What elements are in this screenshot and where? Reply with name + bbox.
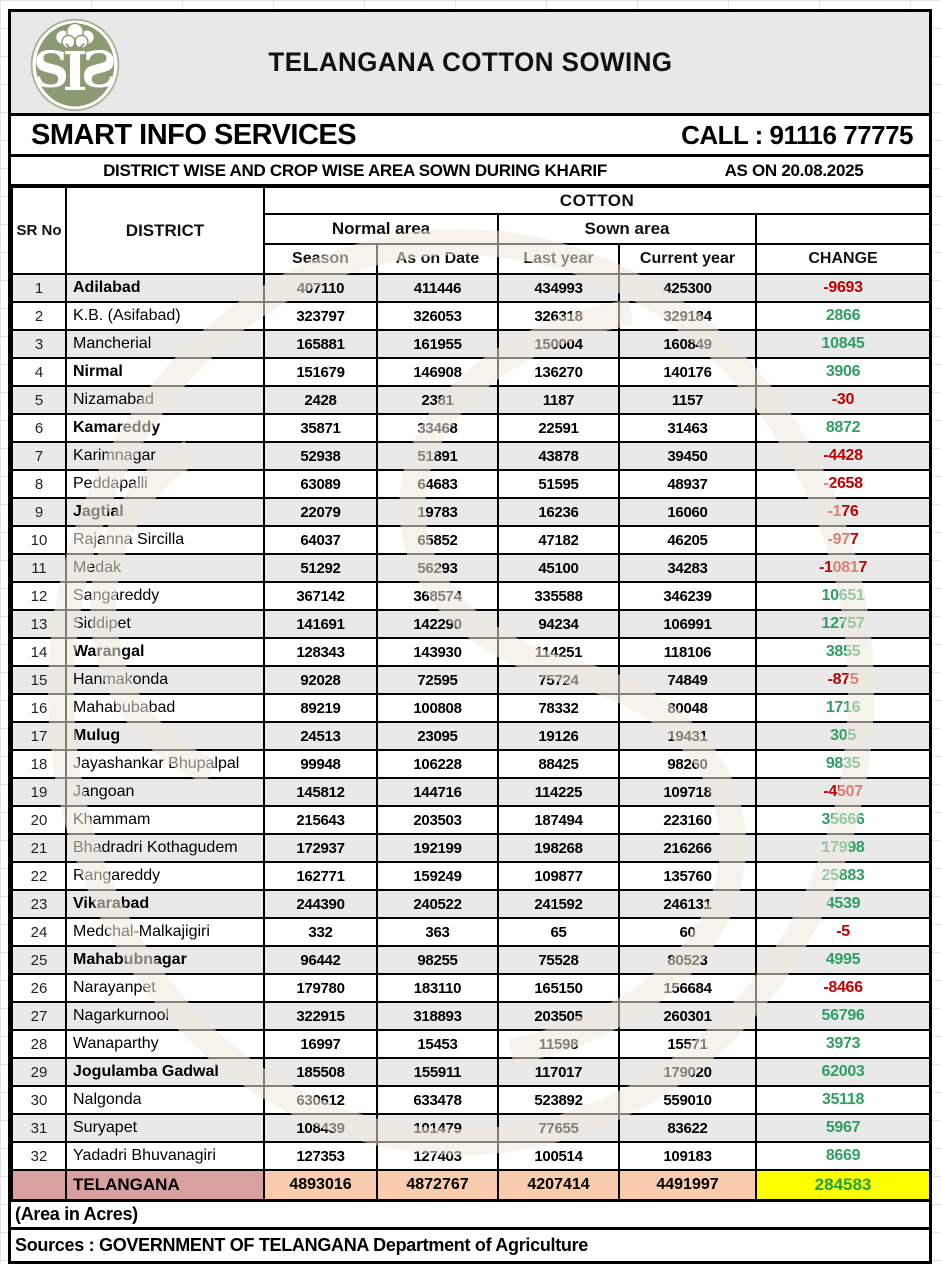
cell-last-year: 136270 (498, 358, 619, 386)
cell-last-year: 16236 (498, 498, 619, 526)
cell-current-year: 109718 (619, 778, 756, 806)
cell-as-on-date: 411446 (377, 274, 498, 302)
cell-current-year: 179020 (619, 1058, 756, 1086)
cell-sr: 6 (12, 414, 66, 442)
cell-season: 24513 (264, 722, 377, 750)
cell-district: Nalgonda (66, 1086, 264, 1114)
cell-as-on-date: 51891 (377, 442, 498, 470)
svg-text:S: S (33, 40, 69, 100)
cell-last-year: 434993 (498, 274, 619, 302)
cell-district: Siddipet (66, 610, 264, 638)
cell-as-on-date: 2381 (377, 386, 498, 414)
cell-sr: 18 (12, 750, 66, 778)
cell-district: Nagarkurnool (66, 1002, 264, 1030)
cell-sr: 16 (12, 694, 66, 722)
page-title: TELANGANA COTTON SOWING (267, 47, 673, 77)
cell-change: -176 (756, 498, 930, 526)
cell-season: 63089 (264, 470, 377, 498)
cell-as-on-date: 192199 (377, 834, 498, 862)
table-row (12, 554, 930, 582)
cell-season: 64037 (264, 526, 377, 554)
table-row (12, 722, 930, 750)
cell-as-on-date: 142290 (377, 610, 498, 638)
cell-district: Vikarabad (66, 890, 264, 918)
svg-text:I: I (62, 39, 88, 103)
cell-last-year: 203505 (498, 1002, 619, 1030)
group-header-normal-area: Normal area (264, 214, 498, 244)
table-row (12, 302, 930, 330)
cell-district: Jayashankar Bhupalpal (66, 750, 264, 778)
cell-change: 4539 (756, 890, 930, 918)
cell-change: -8466 (756, 974, 930, 1002)
report-sheet (8, 9, 932, 1264)
table-row (12, 694, 930, 722)
cell-sr: 25 (12, 946, 66, 974)
cell-current-year: 559010 (619, 1086, 756, 1114)
cell-season: 89219 (264, 694, 377, 722)
total-label: TELANGANA (66, 1170, 264, 1200)
table-row (12, 610, 930, 638)
cell-season: 185508 (264, 1058, 377, 1086)
cell-as-on-date: 72595 (377, 666, 498, 694)
cell-change: 17998 (756, 834, 930, 862)
cell-district: Karimnagar (66, 442, 264, 470)
cell-season: 108439 (264, 1114, 377, 1142)
table-row (12, 1002, 930, 1030)
cell-district: Hanmakonda (66, 666, 264, 694)
cell-sr: 9 (12, 498, 66, 526)
cell-current-year: 156684 (619, 974, 756, 1002)
cell-current-year: 98260 (619, 750, 756, 778)
cell-district: Warangal (66, 638, 264, 666)
cell-last-year: 75724 (498, 666, 619, 694)
cell-season: 96442 (264, 946, 377, 974)
cell-district: Nirmal (66, 358, 264, 386)
cell-as-on-date: 203503 (377, 806, 498, 834)
cell-district: Medchal-Malkajigiri (66, 918, 264, 946)
table-row (12, 638, 930, 666)
cell-change: -9693 (756, 274, 930, 302)
cell-current-year: 16060 (619, 498, 756, 526)
cell-sr: 23 (12, 890, 66, 918)
subtitle: DISTRICT WISE AND CROP WISE AREA SOWN DURING KHARIF (103, 160, 607, 180)
cell-sr: 31 (12, 1114, 66, 1142)
table-row (12, 806, 930, 834)
cell-last-year: 117017 (498, 1058, 619, 1086)
cell-district: Nizamabad (66, 386, 264, 414)
cell-as-on-date: 146908 (377, 358, 498, 386)
cell-sr: 1 (12, 274, 66, 302)
column-header-sr-no: SR No (12, 187, 66, 274)
table-row (12, 1058, 930, 1086)
cell-last-year: 51595 (498, 470, 619, 498)
cell-district: Narayanpet (66, 974, 264, 1002)
table-row (12, 778, 930, 806)
sis-logo-icon (27, 16, 123, 112)
cell-current-year: 39450 (619, 442, 756, 470)
cell-district: Bhadradri Kothagudem (66, 834, 264, 862)
cell-last-year: 94234 (498, 610, 619, 638)
cell-last-year: 88425 (498, 750, 619, 778)
cell-season: 51292 (264, 554, 377, 582)
cell-season: 322915 (264, 1002, 377, 1030)
cell-change: 62003 (756, 1058, 930, 1086)
cell-change: 2866 (756, 302, 930, 330)
cell-sr: 21 (12, 834, 66, 862)
cell-as-on-date: 363 (377, 918, 498, 946)
cell-as-on-date: 161955 (377, 330, 498, 358)
cell-current-year: 346239 (619, 582, 756, 610)
table-row (12, 918, 930, 946)
cell-season: 332 (264, 918, 377, 946)
cell-last-year: 150004 (498, 330, 619, 358)
cell-district: Kamareddy (66, 414, 264, 442)
cell-change: -2658 (756, 470, 930, 498)
cell-season: 630612 (264, 1086, 377, 1114)
cell-current-year: 109183 (619, 1142, 756, 1170)
as-on-date: AS ON 20.08.2025 (724, 160, 864, 180)
cell-as-on-date: 98255 (377, 946, 498, 974)
cell-as-on-date: 240522 (377, 890, 498, 918)
cell-current-year: 19431 (619, 722, 756, 750)
cell-change: 4995 (756, 946, 930, 974)
cell-as-on-date: 23095 (377, 722, 498, 750)
cell-change: -4507 (756, 778, 930, 806)
cell-change: 10651 (756, 582, 930, 610)
cell-change: -977 (756, 526, 930, 554)
cell-as-on-date: 318893 (377, 1002, 498, 1030)
data-table (11, 186, 931, 1201)
cell-sr: 20 (12, 806, 66, 834)
total-season: 4893016 (264, 1170, 377, 1200)
cell-sr: 10 (12, 526, 66, 554)
cell-sr: 8 (12, 470, 66, 498)
cell-as-on-date: 56293 (377, 554, 498, 582)
cell-change: 35666 (756, 806, 930, 834)
cell-current-year: 83622 (619, 1114, 756, 1142)
cell-last-year: 114225 (498, 778, 619, 806)
total-sr-blank (12, 1170, 66, 1200)
cell-district: Mulug (66, 722, 264, 750)
cell-current-year: 74849 (619, 666, 756, 694)
cell-last-year: 75528 (498, 946, 619, 974)
cell-district: Rangareddy (66, 862, 264, 890)
cell-current-year: 31463 (619, 414, 756, 442)
cell-change: -4428 (756, 442, 930, 470)
table-row (12, 834, 930, 862)
cell-season: 22079 (264, 498, 377, 526)
company-band (11, 116, 929, 157)
sources-note: Sources : GOVERNMENT OF TELANGANA Department of Agriculture (11, 1230, 929, 1261)
cell-season: 367142 (264, 582, 377, 610)
cell-change: 12757 (756, 610, 930, 638)
total-change: 284583 (756, 1170, 930, 1200)
cell-last-year: 335588 (498, 582, 619, 610)
cell-season: 244390 (264, 890, 377, 918)
cell-sr: 3 (12, 330, 66, 358)
cell-season: 145812 (264, 778, 377, 806)
cell-sr: 22 (12, 862, 66, 890)
cell-as-on-date: 326053 (377, 302, 498, 330)
cell-last-year: 22591 (498, 414, 619, 442)
cell-sr: 19 (12, 778, 66, 806)
cell-district: Peddapalli (66, 470, 264, 498)
cell-sr: 17 (12, 722, 66, 750)
cell-change: 9835 (756, 750, 930, 778)
column-header-district: DISTRICT (66, 187, 264, 274)
table-body (12, 274, 930, 1170)
cell-current-year: 160849 (619, 330, 756, 358)
cell-change: 3855 (756, 638, 930, 666)
cell-as-on-date: 183110 (377, 974, 498, 1002)
cell-last-year: 1187 (498, 386, 619, 414)
table-row (12, 1142, 930, 1170)
cell-district: Mancherial (66, 330, 264, 358)
column-header-as-on-date: As on Date (377, 244, 498, 274)
area-unit-note: (Area in Acres) (11, 1201, 929, 1230)
cell-last-year: 165150 (498, 974, 619, 1002)
cell-current-year: 135760 (619, 862, 756, 890)
cell-current-year: 223160 (619, 806, 756, 834)
cell-sr: 15 (12, 666, 66, 694)
cell-season: 162771 (264, 862, 377, 890)
cell-season: 128343 (264, 638, 377, 666)
cell-sr: 7 (12, 442, 66, 470)
cell-sr: 2 (12, 302, 66, 330)
cell-season: 407110 (264, 274, 377, 302)
column-header-current-year: Current year (619, 244, 756, 274)
cell-season: 165881 (264, 330, 377, 358)
cell-sr: 4 (12, 358, 66, 386)
cell-as-on-date: 633478 (377, 1086, 498, 1114)
cell-change: -30 (756, 386, 930, 414)
cell-sr: 27 (12, 1002, 66, 1030)
table-row (12, 470, 930, 498)
table-row (12, 890, 930, 918)
cell-last-year: 45100 (498, 554, 619, 582)
cell-current-year: 80048 (619, 694, 756, 722)
column-header-season: Season (264, 244, 377, 274)
svg-text:S: S (81, 40, 117, 100)
header-band (11, 12, 929, 116)
cell-current-year: 1157 (619, 386, 756, 414)
table-row (12, 582, 930, 610)
cell-current-year: 329184 (619, 302, 756, 330)
cell-season: 215643 (264, 806, 377, 834)
cell-district: Rajanna Sircilla (66, 526, 264, 554)
cell-current-year: 260301 (619, 1002, 756, 1030)
cell-current-year: 48937 (619, 470, 756, 498)
cell-district: Medak (66, 554, 264, 582)
cell-last-year: 326318 (498, 302, 619, 330)
cell-change: 8669 (756, 1142, 930, 1170)
cell-season: 172937 (264, 834, 377, 862)
table-row (12, 386, 930, 414)
table-row (12, 498, 930, 526)
cell-current-year: 106991 (619, 610, 756, 638)
subtitle-band (11, 157, 929, 186)
cell-last-year: 11598 (498, 1030, 619, 1058)
cell-last-year: 78332 (498, 694, 619, 722)
table-row (12, 750, 930, 778)
cell-change: 25883 (756, 862, 930, 890)
cell-change: 8872 (756, 414, 930, 442)
cell-change: 305 (756, 722, 930, 750)
cell-season: 99948 (264, 750, 377, 778)
cell-current-year: 246131 (619, 890, 756, 918)
table-row (12, 1030, 930, 1058)
cell-as-on-date: 64683 (377, 470, 498, 498)
cell-as-on-date: 15453 (377, 1030, 498, 1058)
cell-season: 151679 (264, 358, 377, 386)
cell-current-year: 46205 (619, 526, 756, 554)
cell-season: 16997 (264, 1030, 377, 1058)
cell-change: 1716 (756, 694, 930, 722)
crop-header: COTTON (264, 187, 930, 214)
cell-as-on-date: 143930 (377, 638, 498, 666)
cell-season: 323797 (264, 302, 377, 330)
cell-season: 35871 (264, 414, 377, 442)
cell-change: -5 (756, 918, 930, 946)
cell-sr: 5 (12, 386, 66, 414)
cell-last-year: 523892 (498, 1086, 619, 1114)
table-row (12, 974, 930, 1002)
table-row (12, 330, 930, 358)
call-number: CALL : 91116 77775 (681, 119, 913, 150)
table-row (12, 862, 930, 890)
cell-last-year: 43878 (498, 442, 619, 470)
table-row (12, 1114, 930, 1142)
total-row (12, 1170, 930, 1200)
column-header-last-year: Last year (498, 244, 619, 274)
cell-last-year: 77655 (498, 1114, 619, 1142)
cell-season: 52938 (264, 442, 377, 470)
company-name: SMART INFO SERVICES (31, 118, 357, 151)
cell-as-on-date: 106228 (377, 750, 498, 778)
cell-as-on-date: 101479 (377, 1114, 498, 1142)
cell-current-year: 60 (619, 918, 756, 946)
cell-season: 179780 (264, 974, 377, 1002)
cell-district: Wanaparthy (66, 1030, 264, 1058)
group-header-sown-area: Sown area (498, 214, 756, 244)
cell-district: K.B. (Asifabad) (66, 302, 264, 330)
cell-district: Suryapet (66, 1114, 264, 1142)
cell-sr: 29 (12, 1058, 66, 1086)
cell-sr: 12 (12, 582, 66, 610)
cell-district: Khammam (66, 806, 264, 834)
cell-sr: 24 (12, 918, 66, 946)
cell-last-year: 19126 (498, 722, 619, 750)
cell-as-on-date: 368574 (377, 582, 498, 610)
cell-change: 56796 (756, 1002, 930, 1030)
cell-district: Jogulamba Gadwal (66, 1058, 264, 1086)
cell-sr: 14 (12, 638, 66, 666)
cell-sr: 28 (12, 1030, 66, 1058)
group-header-blank (756, 214, 930, 244)
cell-current-year: 34283 (619, 554, 756, 582)
cell-sr: 30 (12, 1086, 66, 1114)
cell-as-on-date: 144716 (377, 778, 498, 806)
cell-district: Jangoan (66, 778, 264, 806)
table-row (12, 526, 930, 554)
cell-change: -875 (756, 666, 930, 694)
cell-change: 35118 (756, 1086, 930, 1114)
cell-current-year: 216266 (619, 834, 756, 862)
cell-sr: 11 (12, 554, 66, 582)
cell-current-year: 15571 (619, 1030, 756, 1058)
cell-last-year: 241592 (498, 890, 619, 918)
cell-as-on-date: 159249 (377, 862, 498, 890)
cell-as-on-date: 19783 (377, 498, 498, 526)
cell-change: 3906 (756, 358, 930, 386)
cell-season: 141691 (264, 610, 377, 638)
cell-last-year: 65 (498, 918, 619, 946)
total-as-on-date: 4872767 (377, 1170, 498, 1200)
cell-as-on-date: 100808 (377, 694, 498, 722)
cell-as-on-date: 127403 (377, 1142, 498, 1170)
cell-change: 3973 (756, 1030, 930, 1058)
total-last-year: 4207414 (498, 1170, 619, 1200)
cell-district: Yadadri Bhuvanagiri (66, 1142, 264, 1170)
table-row (12, 274, 930, 302)
cell-district: Mahabubabad (66, 694, 264, 722)
table-row (12, 414, 930, 442)
cell-as-on-date: 155911 (377, 1058, 498, 1086)
cell-last-year: 114251 (498, 638, 619, 666)
table-row (12, 442, 930, 470)
cell-last-year: 187494 (498, 806, 619, 834)
cell-last-year: 100514 (498, 1142, 619, 1170)
column-header-change: CHANGE (756, 244, 930, 274)
table-row (12, 358, 930, 386)
cell-sr: 32 (12, 1142, 66, 1170)
cell-district: Jagtial (66, 498, 264, 526)
total-current-year: 4491997 (619, 1170, 756, 1200)
cell-season: 127353 (264, 1142, 377, 1170)
cell-district: Adilabad (66, 274, 264, 302)
cell-current-year: 80523 (619, 946, 756, 974)
cell-district: Mahabubnagar (66, 946, 264, 974)
cell-season: 92028 (264, 666, 377, 694)
cell-district: Sangareddy (66, 582, 264, 610)
cell-sr: 13 (12, 610, 66, 638)
table-row (12, 666, 930, 694)
cell-current-year: 140176 (619, 358, 756, 386)
cell-season: 2428 (264, 386, 377, 414)
cell-as-on-date: 65852 (377, 526, 498, 554)
cell-change: -10817 (756, 554, 930, 582)
cell-change: 10845 (756, 330, 930, 358)
cell-change: 5967 (756, 1114, 930, 1142)
cell-last-year: 109877 (498, 862, 619, 890)
table-row (12, 946, 930, 974)
cell-as-on-date: 33468 (377, 414, 498, 442)
table-row (12, 1086, 930, 1114)
cell-last-year: 47182 (498, 526, 619, 554)
cell-current-year: 118106 (619, 638, 756, 666)
cell-last-year: 198268 (498, 834, 619, 862)
cell-sr: 26 (12, 974, 66, 1002)
cell-current-year: 425300 (619, 274, 756, 302)
